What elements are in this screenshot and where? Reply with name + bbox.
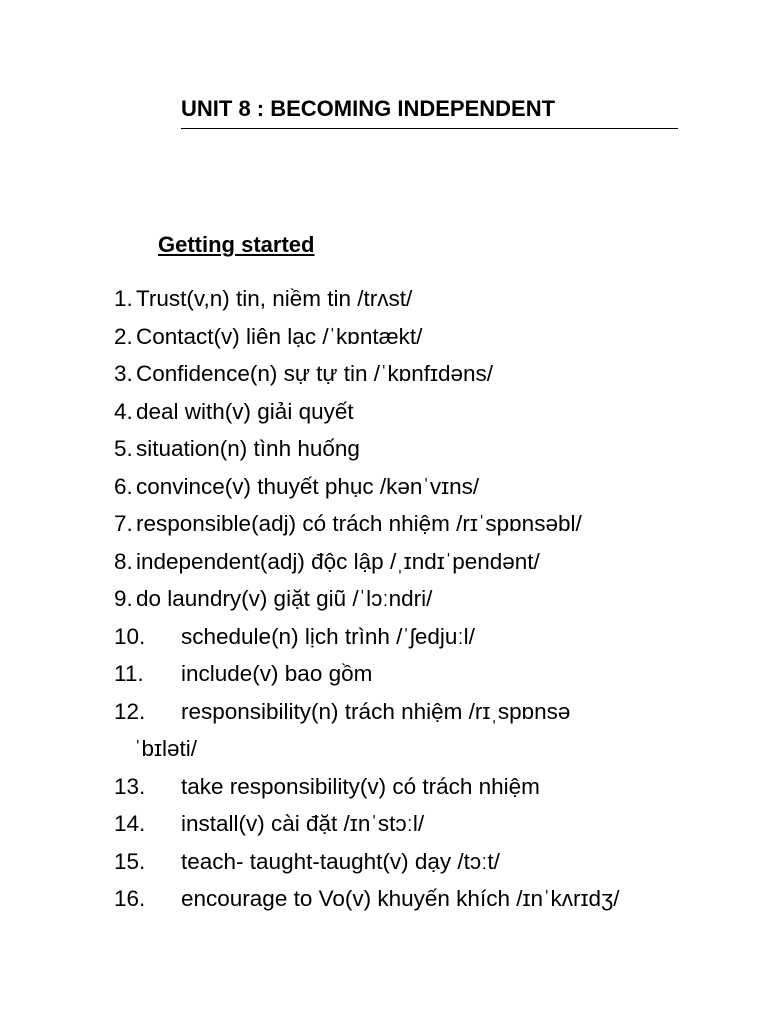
list-item bbox=[114, 768, 734, 806]
item-text: teach- taught-taught(v) dạy /tɔːt/ bbox=[181, 848, 500, 874]
list-item bbox=[114, 468, 734, 506]
item-number: 5. bbox=[114, 436, 133, 461]
item-number: 6. bbox=[114, 473, 133, 499]
item-text: responsibility(n) trách nhiệm /rɪˌspɒnsə bbox=[181, 698, 571, 724]
list-item bbox=[114, 580, 734, 618]
vocabulary-list bbox=[114, 280, 734, 918]
list-item-continuation bbox=[114, 730, 734, 768]
item-number: 14. bbox=[114, 811, 146, 836]
item-text-continuation: ˈbɪləti/ bbox=[134, 736, 198, 761]
item-number: 8. bbox=[114, 548, 133, 574]
item-text: responsible(adj) có trách nhiệm /rɪˈspɒnsəbl/ bbox=[136, 511, 582, 536]
item-number: 16. bbox=[114, 886, 146, 911]
item-number: 1. bbox=[114, 286, 133, 311]
list-item bbox=[114, 843, 734, 881]
list-item bbox=[114, 618, 734, 656]
item-text: Trust(v,n) tin, niềm tin /trʌst/ bbox=[136, 286, 413, 311]
list-item bbox=[114, 655, 734, 693]
list-item bbox=[114, 693, 734, 731]
list-item bbox=[114, 393, 734, 431]
item-text: take responsibility(v) có trách nhiệm bbox=[181, 773, 540, 799]
title-underline bbox=[181, 128, 678, 129]
item-text: deal with(v) giải quyết bbox=[136, 398, 354, 424]
list-item bbox=[114, 355, 734, 393]
item-text: schedule(n) lịch trình /ˈʃedjuːl/ bbox=[181, 623, 475, 649]
item-number: 11. bbox=[114, 661, 144, 686]
item-text: install(v) cài đặt /ɪnˈstɔːl/ bbox=[181, 811, 425, 836]
item-text: independent(adj) độc lập /ˌɪndɪˈpendənt/ bbox=[136, 548, 540, 574]
list-item bbox=[114, 430, 734, 468]
item-text: do laundry(v) giặt giũ /ˈlɔːndri/ bbox=[136, 586, 433, 611]
item-number: 2. bbox=[114, 323, 133, 349]
list-item bbox=[114, 543, 734, 581]
item-text: encourage to Vo(v) khuyến khích /ɪnˈkʌrɪdʒ/ bbox=[181, 886, 620, 911]
list-item bbox=[114, 805, 734, 843]
item-number: 3. bbox=[114, 361, 133, 386]
item-text: Confidence(n) sự tự tin /ˈkɒnfɪdəns/ bbox=[136, 361, 494, 386]
item-text: Contact(v) liên lạc /ˈkɒntækt/ bbox=[136, 323, 423, 349]
item-text: situation(n) tình huống bbox=[136, 436, 360, 461]
item-number: 12. bbox=[114, 698, 146, 724]
list-item bbox=[114, 505, 734, 543]
page-title: UNIT 8 : BECOMING INDEPENDENT bbox=[181, 96, 556, 121]
item-text: include(v) bao gồm bbox=[181, 661, 373, 686]
item-number: 15. bbox=[114, 848, 146, 874]
item-text: convince(v) thuyết phục /kənˈvɪns/ bbox=[136, 473, 480, 499]
list-item bbox=[114, 880, 734, 918]
item-number: 9. bbox=[114, 586, 133, 611]
item-number: 13. bbox=[114, 773, 146, 799]
list-item bbox=[114, 280, 734, 318]
item-number: 7. bbox=[114, 511, 133, 536]
section-heading: Getting started bbox=[158, 232, 315, 257]
list-item bbox=[114, 318, 734, 356]
item-number: 10. bbox=[114, 623, 146, 649]
item-number: 4. bbox=[114, 398, 133, 424]
